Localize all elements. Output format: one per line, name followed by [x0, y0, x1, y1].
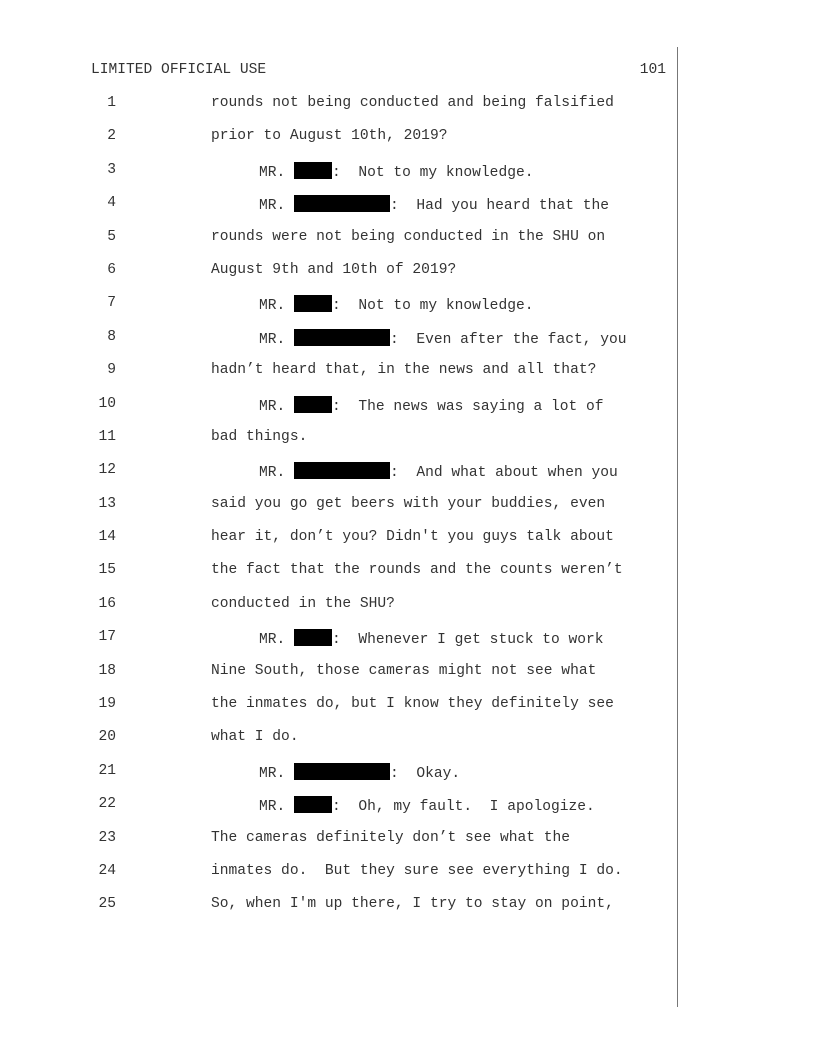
line-text: : Not to my knowledge.: [332, 164, 534, 181]
redaction-box: [294, 763, 390, 780]
transcript-line: [0, 496, 680, 529]
transcript-line: [0, 529, 680, 562]
transcript-line: [0, 329, 680, 362]
transcript-line: [0, 295, 680, 328]
line-text: bad things.: [211, 428, 308, 445]
speaker-title: MR.: [259, 198, 286, 215]
speaker-line: [259, 462, 618, 481]
line-number: 1: [107, 95, 116, 111]
line-text: prior to August 10th, 2019?: [211, 128, 448, 145]
speaker-title: MR.: [259, 765, 286, 782]
transcript-lines: [0, 95, 680, 930]
line-number: 5: [107, 228, 116, 245]
line-text: : Whenever I get stuck to work: [332, 632, 604, 649]
line-text: : Okay.: [390, 765, 461, 782]
transcript-line: [0, 195, 680, 228]
transcript-line: [0, 362, 680, 395]
line-number: 17: [98, 629, 116, 646]
speaker-title: MR.: [259, 632, 286, 649]
line-number: 3: [107, 161, 116, 178]
line-number: 21: [98, 762, 116, 779]
transcript-line: [0, 562, 680, 595]
speaker-title: MR.: [259, 465, 286, 482]
line-number: 22: [98, 796, 116, 813]
speaker-line: [259, 295, 533, 314]
transcript-line: [0, 763, 680, 796]
line-number: 18: [98, 662, 116, 679]
line-text: So, when I'm up there, I try to stay on point,: [211, 896, 614, 913]
line-number: 25: [98, 896, 116, 913]
line-text: : Oh, my fault. I apologize.: [332, 799, 595, 816]
speaker-line: [259, 195, 609, 214]
transcript-line: [0, 896, 680, 929]
redaction-box: [294, 629, 332, 646]
transcript-line: [0, 796, 680, 829]
line-text: : Had you heard that the: [390, 198, 609, 215]
line-number: 15: [98, 562, 116, 579]
classification-header: LIMITED OFFICIAL USE: [91, 62, 267, 78]
line-number: 8: [107, 328, 116, 345]
line-number: 2: [107, 128, 116, 145]
redaction-box: [294, 162, 332, 179]
line-number: 7: [107, 295, 116, 312]
redaction-box: [294, 295, 332, 312]
redaction-box: [294, 195, 390, 212]
line-number: 4: [107, 195, 116, 212]
line-text: the fact that the rounds and the counts weren’t: [211, 562, 623, 579]
line-number: 24: [98, 862, 116, 879]
transcript-line: [0, 596, 680, 629]
line-text: inmates do. But they sure see everything I do.: [211, 862, 623, 879]
speaker-line: [259, 396, 604, 415]
line-text: said you go get beers with your buddies, even: [211, 495, 606, 512]
transcript-line: [0, 629, 680, 662]
transcript-line: [0, 729, 680, 762]
transcript-line: [0, 396, 680, 429]
line-number: 20: [98, 729, 116, 746]
line-text: rounds were not being conducted in the SHU on: [211, 228, 606, 245]
line-number: 10: [98, 395, 116, 412]
transcript-line: [0, 262, 680, 295]
line-text: hear it, don’t you? Didn't you guys talk about: [211, 529, 614, 546]
transcript-line: [0, 663, 680, 696]
speaker-line: [259, 329, 627, 348]
line-text: the inmates do, but I know they definitely see: [211, 696, 614, 713]
redaction-box: [294, 396, 332, 413]
line-text: : Not to my knowledge.: [332, 298, 534, 315]
line-text: : The news was saying a lot of: [332, 398, 604, 415]
line-number: 12: [98, 462, 116, 479]
speaker-line: [259, 763, 460, 782]
line-text: conducted in the SHU?: [211, 595, 395, 612]
redaction-box: [294, 329, 390, 346]
line-text: : Even after the fact, you: [390, 331, 627, 348]
transcript-line: [0, 462, 680, 495]
speaker-title: MR.: [259, 398, 286, 415]
line-number: 14: [98, 529, 116, 546]
line-text: The cameras definitely don’t see what the: [211, 829, 571, 846]
speaker-title: MR.: [259, 298, 286, 315]
transcript-line: [0, 863, 680, 896]
speaker-title: MR.: [259, 164, 286, 181]
line-number: 16: [98, 595, 116, 612]
transcript-line: [0, 128, 680, 161]
line-number: 6: [107, 261, 116, 278]
line-text: August 9th and 10th of 2019?: [211, 261, 457, 278]
speaker-title: MR.: [259, 799, 286, 816]
redaction-box: [294, 796, 332, 813]
transcript-line: [0, 429, 680, 462]
speaker-title: MR.: [259, 331, 286, 348]
line-number: 13: [98, 495, 116, 512]
transcript-line: [0, 696, 680, 729]
line-number: 9: [107, 362, 116, 379]
line-text: rounds not being conducted and being falsified: [211, 95, 614, 111]
speaker-line: [259, 796, 595, 815]
line-number: 23: [98, 829, 116, 846]
redaction-box: [294, 462, 390, 479]
transcript-line: [0, 162, 680, 195]
transcript-line: [0, 229, 680, 262]
line-text: : And what about when you: [390, 465, 618, 482]
line-number: 11: [98, 428, 116, 445]
speaker-line: [259, 162, 533, 181]
line-text: hadn’t heard that, in the news and all that?: [211, 362, 597, 379]
line-text: what I do.: [211, 729, 299, 746]
transcript-line: [0, 95, 680, 128]
line-number: 19: [98, 696, 116, 713]
transcript-line: [0, 830, 680, 863]
line-text: Nine South, those cameras might not see what: [211, 662, 597, 679]
page-number: 101: [639, 62, 666, 78]
speaker-line: [259, 629, 604, 648]
